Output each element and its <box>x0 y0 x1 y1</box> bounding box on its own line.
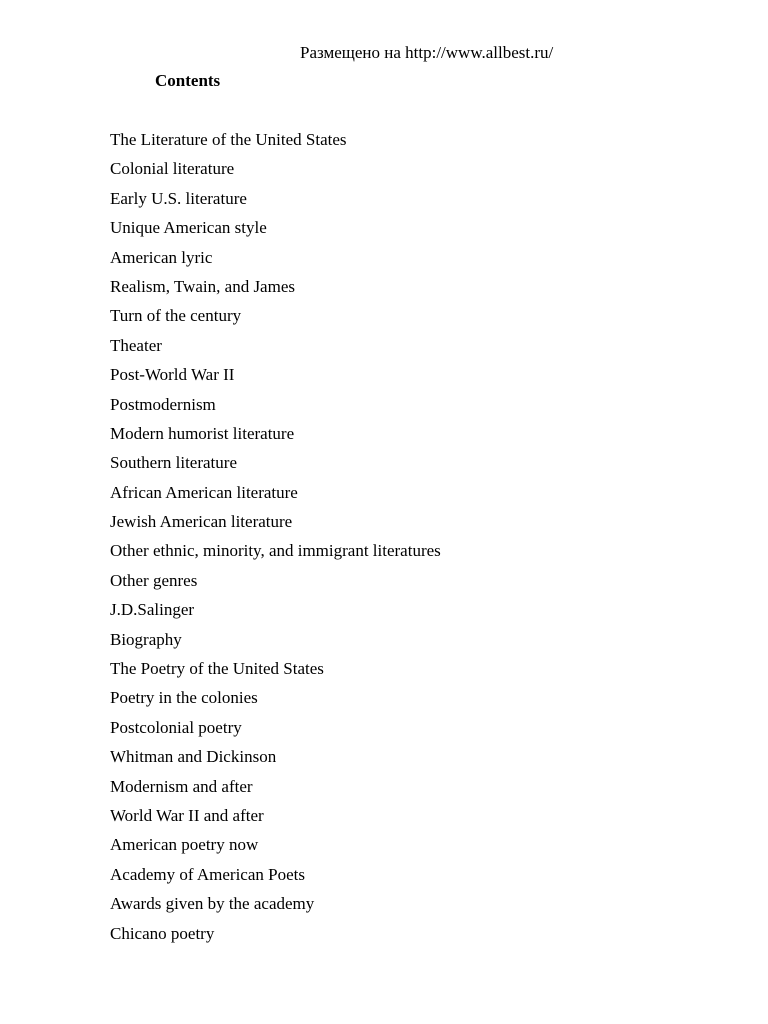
toc-item: Other genres <box>110 570 198 590</box>
toc-item: The Literature of the United States <box>110 130 347 149</box>
toc-item: Colonial literature <box>110 159 235 179</box>
toc-item: American lyric <box>110 247 213 267</box>
source-note: Размещено на http://www.allbest.ru/ <box>300 43 554 62</box>
toc-item: Southern literature <box>110 453 237 473</box>
toc-item: Awards given by the academy <box>110 894 315 914</box>
toc-item: Other ethnic, minority, and immigrant literatures <box>110 541 441 561</box>
toc-item: Postcolonial poetry <box>110 717 242 737</box>
toc-item: Realism, Twain, and James <box>110 276 295 296</box>
table-of-contents <box>110 128 441 951</box>
toc-item: American poetry now <box>110 835 259 855</box>
toc-item: Modern humorist literature <box>110 423 295 443</box>
toc-item: Biography <box>110 629 182 649</box>
toc-item: Unique American style <box>110 218 267 238</box>
toc-item: Postmodernism <box>110 394 216 414</box>
toc-item: African American literature <box>110 482 298 502</box>
toc-item: Turn of the century <box>110 306 242 326</box>
toc-item: The Poetry of the United States <box>110 659 324 679</box>
contents-heading: Contents <box>155 71 221 90</box>
toc-item: Chicano poetry <box>110 923 215 943</box>
toc-item: Post-World War II <box>110 365 235 385</box>
toc-item: Jewish American literature <box>110 512 293 532</box>
toc-item: Early U.S. literature <box>110 188 247 208</box>
toc-item: J.D.Salinger <box>110 600 195 620</box>
toc-item: Academy of American Poets <box>110 864 305 884</box>
toc-item: Theater <box>110 335 162 355</box>
toc-item: Poetry in the colonies <box>110 688 258 708</box>
toc-item: World War II and after <box>110 805 264 825</box>
toc-item: Whitman and Dickinson <box>110 747 277 767</box>
toc-item: Modernism and after <box>110 776 253 796</box>
